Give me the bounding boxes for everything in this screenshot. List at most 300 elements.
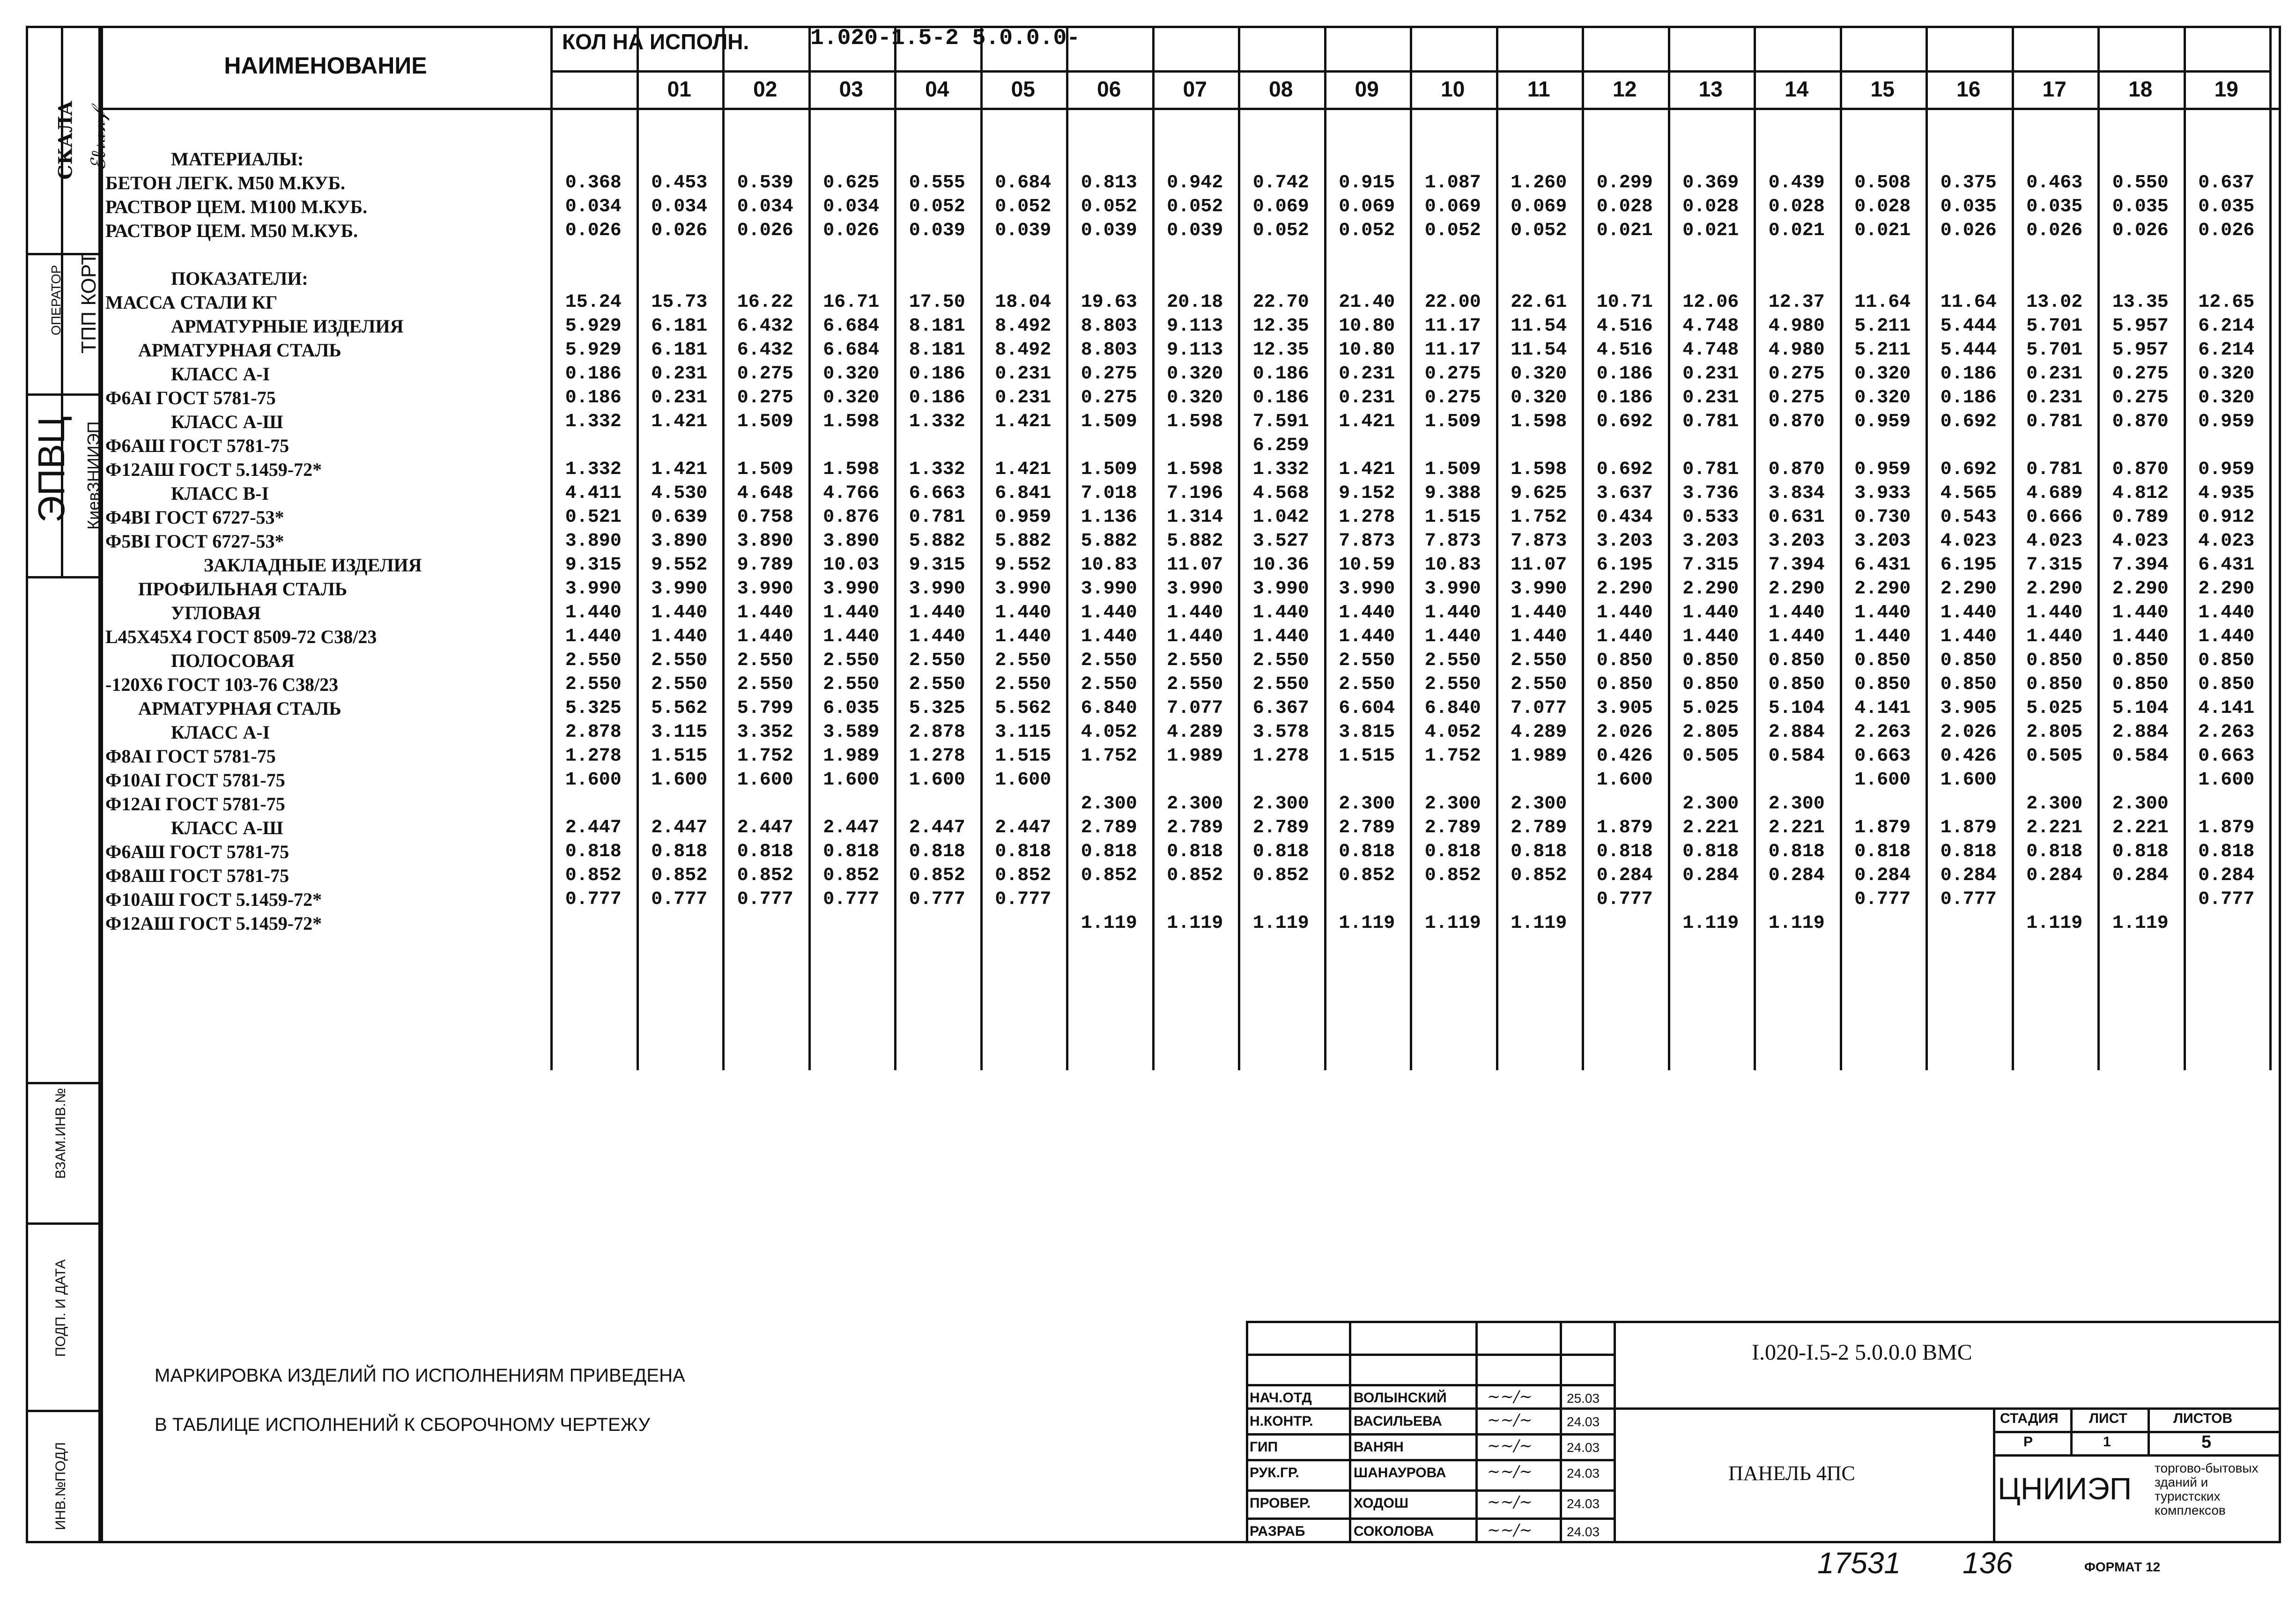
table-cell: 6.367 [1252,698,1309,719]
header-doc-code: 1.020-1.5-2 5.0.0.0- [810,26,1081,51]
table-cell: 1.440 [1596,602,1653,623]
table-cell: 1.440 [1167,626,1223,647]
table-cell: 1.440 [1596,626,1653,647]
table-cell: 3.990 [737,578,793,600]
table-cell: 5.104 [1768,698,1825,719]
table-cell: 0.850 [1596,674,1653,695]
table-cell: 0.692 [1596,459,1653,480]
row-label: Ф12АШ ГОСТ 5.1459-72* [105,913,322,934]
row-label: Ф10АШ ГОСТ 5.1459-72* [105,889,322,910]
table-cell: 6.432 [737,316,793,337]
table-cell: 3.905 [1940,698,1997,719]
table-cell: 2.805 [1682,722,1739,743]
table-cell: 0.028 [1596,196,1653,217]
table-cell: 0.275 [1081,363,1137,385]
table-cell: 2.550 [1424,650,1481,671]
strip-podp: ПОДП. И ДАТА [53,1259,68,1357]
row-label: БЕТОН ЛЕГК. М50 М.КУБ. [105,172,345,193]
table-cell: 3.990 [1339,578,1395,600]
table-cell: 1.440 [1940,602,1997,623]
table-cell: 1.752 [1424,746,1481,767]
table-cell: 2.300 [2026,793,2083,814]
table-cell: 0.275 [2112,387,2169,408]
table-cell: 0.777 [565,889,622,910]
table-cell: 2.550 [651,674,708,695]
table-cell: 4.565 [1940,483,1997,504]
table-cell: 1.752 [1511,507,1567,528]
table-cell: 2.300 [1252,793,1309,814]
table-cell: 0.426 [1596,746,1653,767]
table-cell: 0.275 [737,387,793,408]
table-cell: 0.852 [565,865,622,886]
table-cell: 3.990 [1511,578,1567,600]
table-cell: 2.550 [909,674,965,695]
table-cell: 2.550 [1252,650,1309,671]
table-cell: 1.119 [1167,913,1223,934]
table-cell: 2.550 [823,674,880,695]
table-cell: 2.550 [1339,650,1395,671]
table-cell: 0.818 [2112,841,2169,862]
table-cell: 4.748 [1682,316,1739,337]
column-number: 06 [1097,77,1121,101]
table-cell: 1.278 [1252,746,1309,767]
table-cell: 1.440 [2198,602,2255,623]
table-cell: 1.440 [1167,602,1223,623]
table-cell: 3.637 [1596,483,1653,504]
table-cell: 1.598 [1167,459,1223,480]
table-cell: 0.818 [651,841,708,862]
table-cell: 2.550 [1339,674,1395,695]
table-cell: 15.73 [651,292,708,313]
table-cell: 4.980 [1768,340,1825,361]
table-cell: 5.929 [565,340,622,361]
table-cell: 0.818 [2198,841,2255,862]
footer-format: ФОРМАТ 12 [2084,1560,2161,1574]
table-cell: 2.447 [565,817,622,838]
table-cell: 5.444 [1940,340,1997,361]
handwritten-signature: ~~/~ [1487,1411,1533,1429]
row-label: Ф4ВI ГОСТ 6727-53* [105,507,284,528]
table-cell: 4.023 [2198,531,2255,552]
table-cell: 5.957 [2112,316,2169,337]
table-cell: 1.440 [1252,602,1309,623]
table-cell: 6.259 [1252,435,1309,456]
table-cell: 2.300 [1339,793,1395,814]
header-bottom-line [101,108,2281,110]
table-cell: 1.421 [651,459,708,480]
row-label: МАССА СТАЛИ КГ [105,292,278,313]
table-cell: 1.509 [737,411,793,432]
table-cell: 3.527 [1252,531,1309,552]
table-cell: 5.562 [995,698,1052,719]
table-cell: 1.260 [1511,172,1567,193]
table-cell: 1.421 [995,411,1052,432]
table-cell: 0.069 [1252,196,1309,217]
row-label: КЛАСС В-I [171,483,269,504]
table-cell: 7.873 [1339,531,1395,552]
title-doc-number: I.020-I.5-2 5.0.0.0 ВМС [1752,1340,1972,1365]
table-cell: 1.515 [651,746,708,767]
table-cell: 0.852 [1424,865,1481,886]
column-number: 08 [1269,77,1293,101]
table-cell: 0.692 [1596,411,1653,432]
table-cell: 3.990 [1167,578,1223,600]
table-cell: 6.841 [995,483,1052,504]
row-label: КЛАСС А-I [171,722,270,743]
table-cell: 1.515 [1424,507,1481,528]
table-cell: 0.850 [1682,650,1739,671]
table-cell: 6.181 [651,340,708,361]
column-number: 15 [1870,77,1895,101]
table-cell: 3.834 [1768,483,1825,504]
table-cell: 5.211 [1854,316,1911,337]
table-cell: 2.550 [909,650,965,671]
table-cell: 0.758 [737,507,793,528]
table-cell: 2.290 [1682,578,1739,600]
table-cell: 0.818 [1339,841,1395,862]
table-cell: 1.879 [1854,817,1911,838]
table-cell: 4.748 [1682,340,1739,361]
table-cell: 0.663 [2198,746,2255,767]
table-cell: 2.789 [1081,817,1137,838]
table-cell: 1.879 [1940,817,1997,838]
table-cell: 0.625 [823,172,880,193]
row-label: РАСТВОР ЦЕМ. М50 М.КУБ. [105,220,358,241]
table-cell: 8.181 [909,340,965,361]
table-cell: 0.186 [1596,387,1653,408]
table-cell: 12.65 [2198,292,2255,313]
table-cell: 4.530 [651,483,708,504]
table-cell: 2.550 [823,650,880,671]
table-cell: 3.203 [1682,531,1739,552]
signature-role: ПРОВЕР. [1250,1495,1311,1511]
table-cell: 0.434 [1596,507,1653,528]
table-cell: 0.818 [565,841,622,862]
table-cell: 1.332 [909,411,965,432]
table-cell: 2.290 [1596,578,1653,600]
row-label: Ф12АI ГОСТ 5781-75 [105,793,285,814]
signature-date: 24.03 [1567,1414,1600,1429]
table-cell: 12.35 [1252,340,1309,361]
table-cell: 5.562 [651,698,708,719]
table-cell: 2.878 [565,722,622,743]
table-cell: 0.777 [2198,889,2255,910]
table-cell: 1.600 [1854,770,1911,791]
table-cell: 1.440 [909,602,965,623]
table-cell: 3.905 [1596,698,1653,719]
table-cell: 0.959 [2198,459,2255,480]
table-cell: 0.026 [823,220,880,241]
table-cell: 2.447 [909,817,965,838]
table-cell: 0.777 [995,889,1052,910]
table-cell: 0.852 [1511,865,1567,886]
table-cell: 0.533 [1682,507,1739,528]
table-cell: 1.440 [995,602,1052,623]
table-cell: 2.550 [1511,674,1567,695]
table-cell: 2.550 [1081,650,1137,671]
table-cell: 1.440 [2112,602,2169,623]
signature-name: ВАСИЛЬЕВА [1354,1414,1442,1429]
table-cell: 2.550 [1167,650,1223,671]
table-cell: 1.119 [1252,913,1309,934]
table-cell: 0.052 [1339,220,1395,241]
table-cell: 1.440 [823,626,880,647]
table-cell: 1.421 [995,459,1052,480]
table-cell: 0.742 [1252,172,1309,193]
table-cell: 1.440 [823,602,880,623]
table-cell: 1.119 [1682,913,1739,934]
table-cell: 2.300 [1424,793,1481,814]
table-cell: 8.803 [1081,316,1137,337]
column-number: 17 [2042,77,2066,101]
column-number: 05 [1011,77,1035,101]
table-cell: 0.818 [1940,841,1997,862]
table-cell: 3.990 [995,578,1052,600]
table-cell: 2.789 [1252,817,1309,838]
table-cell: 1.332 [1252,459,1309,480]
table-cell: 2.550 [995,650,1052,671]
table-cell: 3.736 [1682,483,1739,504]
table-cell: 1.421 [651,411,708,432]
table-cell: 7.591 [1252,411,1309,432]
table-cell: 6.684 [823,340,880,361]
table-cell: 0.777 [651,889,708,910]
table-cell: 3.589 [823,722,880,743]
table-cell: 2.290 [2112,578,2169,600]
table-cell: 7.315 [2026,555,2083,576]
table-cell: 0.320 [2198,363,2255,385]
table-cell: 0.852 [995,865,1052,886]
table-cell: 0.818 [1424,841,1481,862]
table-cell: 9.388 [1424,483,1481,504]
table-cell: 9.315 [565,555,622,576]
table-cell: 11.17 [1424,316,1481,337]
table-cell: 0.663 [1854,746,1911,767]
table-cell: 0.915 [1339,172,1395,193]
table-cell: 2.884 [2112,722,2169,743]
table-cell: 0.912 [2198,507,2255,528]
table-cell: 1.042 [1252,507,1309,528]
table-cell: 0.021 [1768,220,1825,241]
table-cell: 18.04 [995,292,1052,313]
table-cell: 9.152 [1339,483,1395,504]
table-cell: 1.440 [2026,626,2083,647]
column-number: 02 [753,77,778,101]
row-label: Ф8АI ГОСТ 5781-75 [105,746,276,767]
table-cell: 1.440 [1768,602,1825,623]
table-cell: 10.83 [1424,555,1481,576]
table-cell: 1.440 [909,626,965,647]
table-cell: 1.509 [1081,459,1137,480]
table-cell: 0.231 [995,363,1052,385]
table-cell: 0.231 [1339,363,1395,385]
table-cell: 22.61 [1511,292,1567,313]
table-cell: 11.07 [1167,555,1223,576]
table-cell: 1.119 [2026,913,2083,934]
table-cell: 0.852 [651,865,708,886]
table-cell: 1.440 [1854,602,1911,623]
table-cell: 4.935 [2198,483,2255,504]
table-cell: 9.315 [909,555,965,576]
table-cell: 0.186 [1940,387,1997,408]
table-cell: 0.021 [1596,220,1653,241]
table-cell: 2.550 [1511,650,1567,671]
table-cell: 0.777 [1854,889,1911,910]
table-cell: 0.186 [565,387,622,408]
table-cell: 0.275 [1768,363,1825,385]
table-cell: 21.40 [1339,292,1395,313]
table-cell: 0.777 [1940,889,1997,910]
table-cell: 0.439 [1768,172,1825,193]
table-cell: 2.789 [1424,817,1481,838]
table-cell: 0.021 [1854,220,1911,241]
strip-vzam: ВЗАМ.ИНВ.№ [53,1088,68,1179]
table-cell: 2.290 [2198,578,2255,600]
table-cell: 0.818 [1252,841,1309,862]
table-cell: 1.278 [909,746,965,767]
table-cell: 0.684 [995,172,1052,193]
table-cell: 0.231 [995,387,1052,408]
signature-date: 24.03 [1567,1466,1600,1481]
table-cell: 1.421 [1339,411,1395,432]
table-cell: 2.300 [1768,793,1825,814]
table-cell: 13.35 [2112,292,2169,313]
table-cell: 1.440 [737,602,793,623]
table-cell: 6.604 [1339,698,1395,719]
table-cell: 2.290 [1940,578,1997,600]
table-cell: 2.550 [565,650,622,671]
table-cell: 0.876 [823,507,880,528]
row-label: Ф6АШ ГОСТ 5781-75 [105,841,289,862]
table-cell: 1.119 [1511,913,1567,934]
table-cell: 4.766 [823,483,880,504]
table-cell: 0.584 [1768,746,1825,767]
table-cell: 2.447 [737,817,793,838]
row-label: РАСТВОР ЦЕМ. М100 М.КУБ. [105,196,368,217]
table-cell: 2.026 [1940,722,1997,743]
table-cell: 2.300 [1167,793,1223,814]
table-cell: 2.221 [2026,817,2083,838]
table-cell: 3.990 [1081,578,1137,600]
table-cell: 0.021 [1682,220,1739,241]
table-cell: 12.35 [1252,316,1309,337]
table-cell: 0.850 [1854,650,1911,671]
table-cell: 0.818 [823,841,880,862]
signature-date: 25.03 [1567,1391,1600,1406]
table-cell: 0.555 [909,172,965,193]
table-cell: 1.332 [565,411,622,432]
strip-operator: ОПЕРАТОР [49,265,63,335]
table-cell: 0.186 [1940,363,1997,385]
table-cell: 6.432 [737,340,793,361]
table-cell: 2.878 [909,722,965,743]
table-cell: 0.505 [1682,746,1739,767]
table-cell: 2.805 [2026,722,2083,743]
table-cell: 11.54 [1511,340,1567,361]
table-cell: 0.666 [2026,507,2083,528]
table-cell: 0.052 [1424,220,1481,241]
table-cell: 0.521 [565,507,622,528]
table-cell: 2.550 [1424,674,1481,695]
table-cell: 5.701 [2026,340,2083,361]
table-cell: 8.492 [995,340,1052,361]
table-cell: 1.509 [1424,459,1481,480]
table-cell: 0.508 [1854,172,1911,193]
table-cell: 0.584 [2112,746,2169,767]
table-cell: 0.275 [1081,387,1137,408]
table-cell: 6.195 [1596,555,1653,576]
table-cell: 3.578 [1252,722,1309,743]
row-label: Ф12АШ ГОСТ 5.1459-72* [105,459,322,480]
table-cell: 0.959 [1854,411,1911,432]
table-cell: 0.539 [737,172,793,193]
table-cell: 1.515 [995,746,1052,767]
table-cell: 1.598 [823,411,880,432]
table-cell: 9.113 [1167,316,1223,337]
table-cell: 22.00 [1424,292,1481,313]
table-cell: 0.299 [1596,172,1653,193]
table-cell: 1.440 [1682,626,1739,647]
table-cell: 1.600 [1596,770,1653,791]
table-cell: 4.052 [1424,722,1481,743]
table-cell: 1.989 [1511,746,1567,767]
table-cell: 0.818 [1682,841,1739,862]
table-cell: 6.214 [2198,316,2255,337]
table-cell: 2.447 [823,817,880,838]
table-cell: 6.840 [1424,698,1481,719]
table-cell: 0.069 [1424,196,1481,217]
table-cell: 2.300 [1511,793,1567,814]
table-cell: 4.052 [1081,722,1137,743]
table-cell: 20.18 [1167,292,1223,313]
name-column-divider [101,26,103,1543]
table-cell: 0.284 [1682,865,1739,886]
table-cell: 0.026 [2026,220,2083,241]
table-cell: 0.186 [909,387,965,408]
table-cell: 1.440 [1339,626,1395,647]
table-cell: 1.087 [1424,172,1481,193]
table-cell: 0.284 [1596,865,1653,886]
row-label: Ф6АШ ГОСТ 5781-75 [105,435,289,456]
table-cell: 7.196 [1167,483,1223,504]
table-cell: 13.02 [2026,292,2083,313]
row-label: КЛАСС А-Ш [171,817,283,838]
row-label: ЗАКЛАДНЫЕ ИЗДЕЛИЯ [204,555,422,576]
table-cell: 0.320 [1511,387,1567,408]
table-cell: 4.289 [1167,722,1223,743]
table-cell: 0.781 [1682,459,1739,480]
table-cell: 0.818 [1768,841,1825,862]
table-cell: 12.06 [1682,292,1739,313]
table-cell: 0.028 [1768,196,1825,217]
table-cell: 0.320 [1167,387,1223,408]
table-cell: 0.692 [1940,411,1997,432]
table-cell: 5.929 [565,316,622,337]
table-cell: 2.290 [1854,578,1911,600]
table-cell: 0.852 [1339,865,1395,886]
table-cell: 4.980 [1768,316,1825,337]
row-label: Ф8АШ ГОСТ 5781-75 [105,865,289,886]
table-cell: 4.812 [2112,483,2169,504]
table-cell: 16.22 [737,292,793,313]
column-number: 09 [1355,77,1379,101]
column-number: 19 [2214,77,2238,101]
table-cell: 0.631 [1768,507,1825,528]
table-cell: 10.36 [1252,555,1309,576]
table-cell: 0.275 [2112,363,2169,385]
table-cell: 0.789 [2112,507,2169,528]
table-cell: 0.039 [995,220,1052,241]
